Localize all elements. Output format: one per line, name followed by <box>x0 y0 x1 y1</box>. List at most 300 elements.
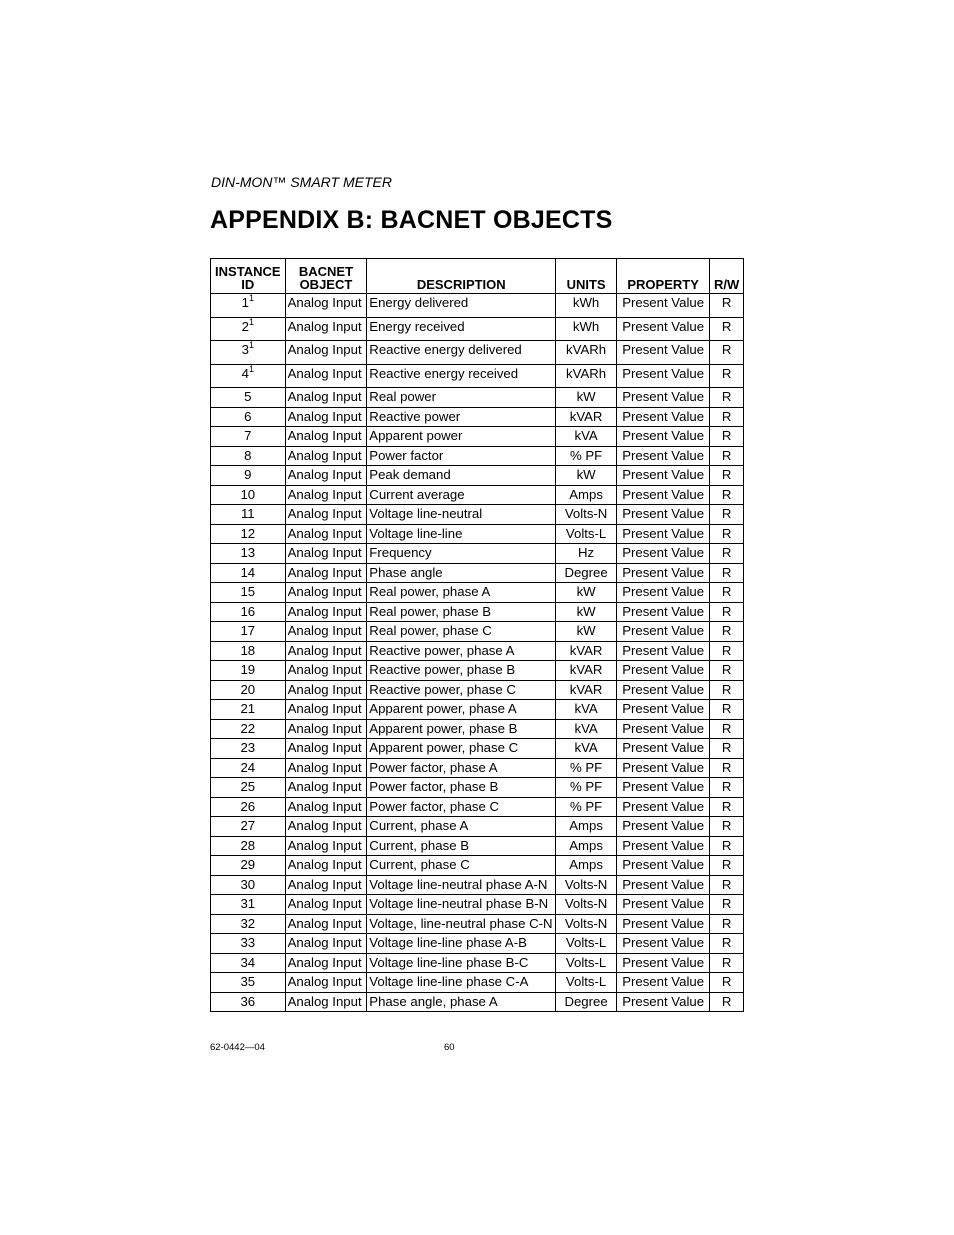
cell-units-text: kVA <box>574 740 598 755</box>
table-row <box>211 505 744 525</box>
cell-bacnet-object <box>285 758 367 778</box>
cell-property-text: Present Value <box>622 564 705 580</box>
cell-rw-text: R <box>721 837 732 853</box>
cell-rw-text: R <box>721 486 732 502</box>
cell-bacnet-object-text: Analog Input <box>287 662 362 677</box>
cell-instance-id-text: 12 <box>240 525 256 541</box>
cell-bacnet-object <box>285 817 367 837</box>
cell-instance-id <box>211 602 286 622</box>
cell-bacnet-object <box>285 427 367 447</box>
cell-bacnet-object <box>285 505 367 525</box>
cell-units <box>556 934 617 954</box>
cell-description-text: Energy delivered <box>369 295 469 310</box>
cell-units <box>556 797 617 817</box>
cell-rw <box>710 875 744 895</box>
cell-rw <box>710 641 744 661</box>
cell-property-text: Present Value <box>622 974 705 989</box>
table-row <box>211 719 744 739</box>
footnote-marker: 1 <box>248 293 254 303</box>
cell-bacnet-object <box>285 563 367 583</box>
cell-property <box>616 485 709 505</box>
cell-rw-text: R <box>721 720 732 736</box>
cell-rw-text: R <box>721 818 732 833</box>
cell-bacnet-object-text: Analog Input <box>287 720 362 736</box>
cell-rw <box>710 317 744 341</box>
table-row <box>211 544 744 564</box>
cell-bacnet-object <box>285 953 367 973</box>
cell-units-text: Volts-N <box>564 506 608 521</box>
cell-units-text: kVARh <box>566 342 607 357</box>
cell-bacnet-object-text: Analog Input <box>287 525 362 541</box>
cell-description-text: Voltage line-line phase C-A <box>369 974 529 989</box>
cell-bacnet-object-text: Analog Input <box>287 954 362 970</box>
cell-bacnet-object <box>285 700 367 720</box>
table-row <box>211 466 744 486</box>
table-row <box>211 407 744 427</box>
cell-bacnet-object-text: Analog Input <box>287 447 362 463</box>
cell-bacnet-object <box>285 485 367 505</box>
cell-rw <box>710 973 744 993</box>
cell-bacnet-object-text: Analog Input <box>287 428 362 443</box>
cell-property <box>616 856 709 876</box>
table-row <box>211 778 744 798</box>
cell-rw <box>710 602 744 622</box>
cell-rw-text: R <box>721 876 732 892</box>
cell-bacnet-object-text: Analog Input <box>287 408 362 424</box>
cell-units-text: kW <box>576 584 596 599</box>
cell-description <box>367 427 556 447</box>
cell-instance-id <box>211 317 286 341</box>
cell-rw-text: R <box>721 447 732 463</box>
cell-description-text: Current, phase A <box>369 818 469 833</box>
cell-property-text: Present Value <box>622 408 705 424</box>
cell-instance-id <box>211 817 286 837</box>
cell-units-text: Hz <box>578 545 595 560</box>
cell-property <box>616 388 709 408</box>
cell-rw-text: R <box>721 857 732 872</box>
cell-rw-text: R <box>721 318 732 334</box>
header-units: UNITS <box>556 259 617 294</box>
cell-bacnet-object-text: Analog Input <box>287 467 362 482</box>
cell-bacnet-object-text: Analog Input <box>287 342 362 357</box>
cell-instance-id-text: 7 <box>244 428 252 443</box>
cell-bacnet-object-text: Analog Input <box>287 365 362 381</box>
header-rw: R/W <box>710 259 744 294</box>
cell-bacnet-object-text: Analog Input <box>287 389 362 404</box>
cell-instance-id-text: 21 <box>240 701 256 716</box>
cell-units <box>556 446 617 466</box>
cell-description <box>367 563 556 583</box>
header-bacnet-object-line1: BACNET <box>298 264 354 279</box>
cell-rw-text: R <box>721 896 732 911</box>
cell-bacnet-object <box>285 364 367 388</box>
cell-description-text: Energy received <box>369 318 465 334</box>
cell-description <box>367 622 556 642</box>
cell-property <box>616 294 709 318</box>
cell-instance-id <box>211 341 286 365</box>
cell-units <box>556 817 617 837</box>
cell-description <box>367 817 556 837</box>
cell-units <box>556 505 617 525</box>
cell-description-text: Power factor, phase B <box>369 779 499 794</box>
table-row <box>211 856 744 876</box>
footnote-marker: 1 <box>248 340 254 350</box>
cell-units-text: kW <box>576 623 596 638</box>
cell-units-text: kVA <box>574 428 598 443</box>
cell-instance-id-text: 30 <box>240 876 256 892</box>
cell-description <box>367 758 556 778</box>
cell-property <box>616 622 709 642</box>
table-row <box>211 895 744 915</box>
cell-rw-text: R <box>721 545 732 560</box>
cell-description <box>367 505 556 525</box>
cell-units <box>556 836 617 856</box>
cell-property <box>616 739 709 759</box>
cell-description <box>367 544 556 564</box>
cell-units-text: Degree <box>564 564 608 580</box>
cell-units-text: kVAR <box>569 408 603 424</box>
cell-rw-text: R <box>721 740 732 755</box>
cell-property <box>616 602 709 622</box>
cell-instance-id <box>211 973 286 993</box>
table-row <box>211 583 744 603</box>
cell-rw-text: R <box>721 642 732 658</box>
cell-rw-text: R <box>721 389 732 404</box>
footnote-marker: 1 <box>248 316 254 327</box>
cell-property <box>616 934 709 954</box>
cell-instance-id <box>211 563 286 583</box>
cell-property-text: Present Value <box>622 720 705 736</box>
cell-rw <box>710 583 744 603</box>
cell-instance-id <box>211 505 286 525</box>
table-row <box>211 797 744 817</box>
cell-units-text: Amps <box>569 857 603 872</box>
cell-units-text: Volts-L <box>565 525 607 541</box>
cell-description-text: Current, phase B <box>369 837 469 853</box>
cell-property <box>616 341 709 365</box>
cell-rw <box>710 700 744 720</box>
cell-instance-id <box>211 524 286 544</box>
cell-property-text: Present Value <box>622 545 705 560</box>
cell-property-text: Present Value <box>622 295 705 310</box>
cell-units <box>556 641 617 661</box>
cell-rw-text: R <box>721 428 732 443</box>
cell-property <box>616 758 709 778</box>
cell-bacnet-object <box>285 836 367 856</box>
cell-property-text: Present Value <box>622 993 705 1009</box>
cell-property-text: Present Value <box>622 681 705 697</box>
cell-description <box>367 719 556 739</box>
cell-description <box>367 407 556 427</box>
cell-description-text: Voltage line-neutral phase B-N <box>369 896 549 911</box>
cell-bacnet-object <box>285 524 367 544</box>
table-row <box>211 661 744 681</box>
cell-rw <box>710 680 744 700</box>
cell-rw <box>710 895 744 915</box>
cell-description <box>367 466 556 486</box>
header-bacnet-object-line2: OBJECT <box>299 277 353 292</box>
cell-rw <box>710 622 744 642</box>
cell-units <box>556 485 617 505</box>
cell-instance-id-text: 22 <box>240 720 256 736</box>
cell-property <box>616 641 709 661</box>
cell-property-text: Present Value <box>622 759 705 775</box>
cell-bacnet-object-text: Analog Input <box>287 857 362 872</box>
cell-instance-id-text: 18 <box>240 642 256 658</box>
cell-description-text: Real power, phase A <box>369 584 491 599</box>
cell-rw <box>710 856 744 876</box>
cell-property <box>616 505 709 525</box>
cell-units <box>556 388 617 408</box>
cell-instance-id-text: 31 <box>240 896 256 911</box>
cell-instance-id-text: 28 <box>240 837 256 853</box>
cell-instance-id <box>211 294 286 318</box>
cell-instance-id <box>211 583 286 603</box>
cell-units <box>556 563 617 583</box>
cell-instance-id-text: 17 <box>240 623 256 638</box>
cell-rw <box>710 817 744 837</box>
cell-instance-id-text: 35 <box>240 974 256 989</box>
cell-description <box>367 524 556 544</box>
cell-description <box>367 895 556 915</box>
cell-units-text: % PF <box>569 779 603 794</box>
cell-instance-id-text: 36 <box>240 993 256 1009</box>
table-row <box>211 953 744 973</box>
cell-description <box>367 992 556 1012</box>
cell-instance-id-text: 19 <box>240 662 256 677</box>
cell-units <box>556 583 617 603</box>
cell-rw <box>710 446 744 466</box>
cell-bacnet-object-text: Analog Input <box>287 701 362 716</box>
cell-units <box>556 973 617 993</box>
table-row <box>211 641 744 661</box>
cell-rw-text: R <box>721 798 732 814</box>
cell-instance-id-text: 5 <box>244 389 252 404</box>
cell-instance-id-text: 29 <box>240 857 256 872</box>
cell-bacnet-object <box>285 641 367 661</box>
cell-bacnet-object <box>285 992 367 1012</box>
cell-description <box>367 680 556 700</box>
cell-instance-id <box>211 992 286 1012</box>
cell-units-text: kW <box>576 467 596 482</box>
cell-rw <box>710 719 744 739</box>
cell-description <box>367 641 556 661</box>
cell-instance-id-text: 10 <box>240 486 256 502</box>
cell-bacnet-object <box>285 583 367 603</box>
header-instance-id-line1: INSTANCE <box>215 264 281 279</box>
cell-units <box>556 700 617 720</box>
cell-description-text: Reactive energy received <box>369 365 519 381</box>
cell-rw <box>710 388 744 408</box>
cell-property-text: Present Value <box>622 857 705 872</box>
table-row <box>211 739 744 759</box>
cell-bacnet-object <box>285 388 367 408</box>
cell-rw <box>710 739 744 759</box>
cell-property <box>616 466 709 486</box>
cell-units-text: kW <box>576 389 596 404</box>
cell-description <box>367 294 556 318</box>
cell-bacnet-object-text: Analog Input <box>287 896 362 911</box>
cell-description <box>367 914 556 934</box>
cell-rw <box>710 524 744 544</box>
table-row <box>211 973 744 993</box>
table-row <box>211 524 744 544</box>
cell-rw <box>710 485 744 505</box>
cell-bacnet-object <box>285 317 367 341</box>
cell-units-text: kVARh <box>566 365 607 381</box>
cell-instance-id-text: 3 <box>241 342 249 357</box>
cell-rw-text: R <box>721 603 732 619</box>
cell-description <box>367 485 556 505</box>
cell-bacnet-object-text: Analog Input <box>287 603 362 619</box>
cell-property-text: Present Value <box>622 954 705 970</box>
cell-property <box>616 583 709 603</box>
cell-bacnet-object-text: Analog Input <box>287 818 362 833</box>
cell-units <box>556 544 617 564</box>
cell-bacnet-object <box>285 797 367 817</box>
table-row <box>211 485 744 505</box>
cell-bacnet-object-text: Analog Input <box>287 915 362 931</box>
cell-units-text: Volts-L <box>565 954 607 970</box>
cell-description <box>367 364 556 388</box>
table-row <box>211 563 744 583</box>
cell-rw-text: R <box>721 662 732 677</box>
cell-instance-id-text: 15 <box>240 584 256 599</box>
cell-rw-text: R <box>721 779 732 794</box>
cell-bacnet-object <box>285 407 367 427</box>
cell-description-text: Power factor <box>369 447 444 463</box>
cell-description-text: Real power, phase C <box>369 623 492 638</box>
cell-instance-id-text: 11 <box>240 506 255 521</box>
cell-bacnet-object-text: Analog Input <box>287 318 362 334</box>
cell-instance-id <box>211 856 286 876</box>
page-number: 60 <box>444 1042 455 1053</box>
cell-rw-text: R <box>721 525 732 541</box>
cell-rw <box>710 407 744 427</box>
cell-description <box>367 856 556 876</box>
cell-property-text: Present Value <box>622 896 705 911</box>
cell-rw-text: R <box>721 701 732 716</box>
cell-property <box>616 407 709 427</box>
cell-description-text: Apparent power, phase C <box>369 740 519 755</box>
cell-units <box>556 856 617 876</box>
cell-instance-id-text: 25 <box>240 779 256 794</box>
table-row <box>211 758 744 778</box>
cell-rw-text: R <box>721 342 732 357</box>
cell-units <box>556 661 617 681</box>
cell-instance-id <box>211 446 286 466</box>
cell-rw <box>710 341 744 365</box>
table-row <box>211 341 744 365</box>
table-header-row <box>211 259 744 294</box>
cell-description <box>367 388 556 408</box>
table-row <box>211 317 744 341</box>
cell-instance-id <box>211 622 286 642</box>
cell-property-text: Present Value <box>622 740 705 755</box>
cell-units <box>556 317 617 341</box>
cell-instance-id-text: 20 <box>240 681 256 697</box>
cell-property-text: Present Value <box>622 837 705 853</box>
table-row <box>211 427 744 447</box>
cell-rw-text: R <box>721 584 732 599</box>
cell-units <box>556 719 617 739</box>
cell-instance-id <box>211 778 286 798</box>
cell-instance-id-text: 6 <box>244 408 252 424</box>
cell-units-text: kVAR <box>569 642 603 658</box>
cell-units-text: kVA <box>574 701 598 716</box>
doc-number: 62-0442—04 <box>210 1042 265 1053</box>
cell-property-text: Present Value <box>622 447 705 463</box>
cell-instance-id <box>211 364 286 388</box>
cell-rw <box>710 992 744 1012</box>
cell-units-text: Volts-N <box>564 915 608 931</box>
cell-bacnet-object <box>285 875 367 895</box>
cell-units <box>556 895 617 915</box>
cell-description-text: Power factor, phase C <box>369 798 500 814</box>
cell-description-text: Current average <box>369 486 465 502</box>
cell-instance-id <box>211 895 286 915</box>
cell-units <box>556 622 617 642</box>
cell-description <box>367 875 556 895</box>
cell-description-text: Voltage line-neutral <box>369 506 483 521</box>
cell-property <box>616 680 709 700</box>
cell-bacnet-object <box>285 466 367 486</box>
table-row <box>211 680 744 700</box>
table-row <box>211 364 744 388</box>
header-property: PROPERTY <box>616 259 709 294</box>
table-row <box>211 388 744 408</box>
cell-rw-text: R <box>721 506 732 521</box>
cell-units <box>556 992 617 1012</box>
table-row <box>211 817 744 837</box>
cell-property <box>616 544 709 564</box>
cell-property-text: Present Value <box>622 365 705 381</box>
cell-instance-id-text: 8 <box>244 447 252 463</box>
cell-description <box>367 836 556 856</box>
table-row <box>211 836 744 856</box>
cell-property-text: Present Value <box>622 915 705 931</box>
cell-units-text: % PF <box>569 798 603 814</box>
cell-description-text: Apparent power, phase A <box>369 701 517 716</box>
cell-description <box>367 317 556 341</box>
cell-units-text: Degree <box>564 993 608 1009</box>
cell-instance-id <box>211 544 286 564</box>
cell-units-text: Volts-L <box>565 974 607 989</box>
cell-property-text: Present Value <box>622 818 705 833</box>
cell-property <box>616 875 709 895</box>
cell-property <box>616 992 709 1012</box>
cell-property-text: Present Value <box>622 662 705 677</box>
cell-rw <box>710 563 744 583</box>
cell-bacnet-object-text: Analog Input <box>287 759 362 775</box>
cell-units-text: Amps <box>569 486 603 502</box>
cell-property-text: Present Value <box>622 342 705 357</box>
cell-units <box>556 778 617 798</box>
cell-instance-id-text: 16 <box>240 603 256 619</box>
cell-property <box>616 563 709 583</box>
cell-instance-id <box>211 700 286 720</box>
cell-property <box>616 427 709 447</box>
cell-units-text: Volts-L <box>565 935 607 950</box>
cell-instance-id-text: 32 <box>240 915 256 931</box>
cell-bacnet-object <box>285 544 367 564</box>
cell-instance-id <box>211 914 286 934</box>
table-row <box>211 914 744 934</box>
cell-property-text: Present Value <box>622 584 705 599</box>
cell-rw-text: R <box>721 993 732 1009</box>
cell-bacnet-object-text: Analog Input <box>287 974 362 989</box>
cell-bacnet-object-text: Analog Input <box>287 779 362 794</box>
